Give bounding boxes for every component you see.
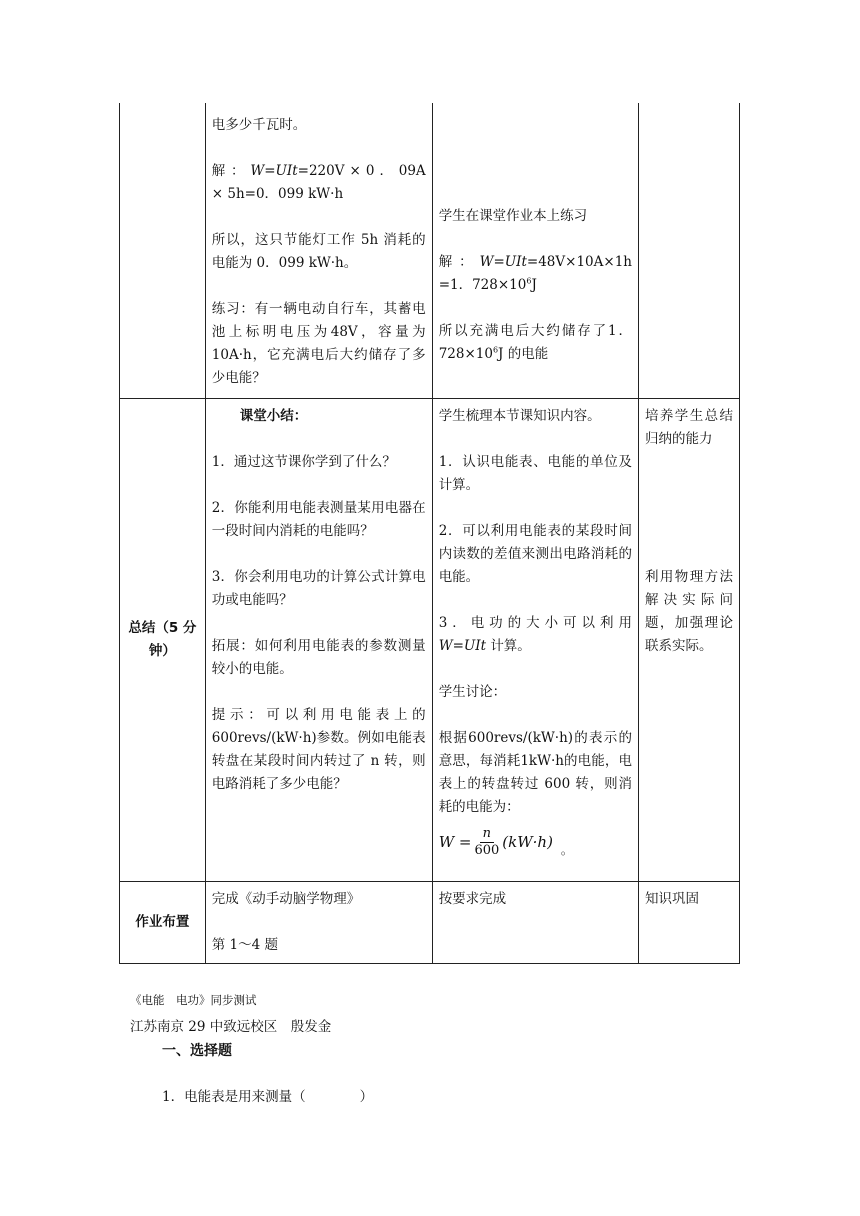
table-row-practice: [120, 103, 740, 398]
row1-header-cell: [120, 103, 206, 398]
homework-goal-cell: 知识巩固: [638, 881, 739, 963]
lesson-plan-table: [119, 103, 740, 964]
table-row-summary: [120, 398, 740, 881]
section-heading: 一、选择题: [162, 1043, 232, 1059]
row1-conclusion: 所以，这只节能灯工作 5h 消耗的电能为 0．099 kW·h。: [211, 232, 426, 271]
row1-solution: 解 ： W=UIt=220V × 0 ． 09A × 5h=0．099 kW·h: [211, 163, 426, 202]
formula-fraction: $\frac{n}{600}$: [474, 825, 500, 858]
student-discussion: 根据600revs/(kW·h)的表示的意思，每消耗1kW·h的电能，电表上的转盘转过 600 转，则消耗的电能为：: [438, 729, 632, 815]
homework-range: 第 1～4 题: [211, 936, 279, 953]
row1-teacher-cell: [205, 103, 432, 398]
energy-formula: W = $\frac{n}{600}$ (kW·h) 。: [438, 825, 573, 858]
summary-extension: 拓展：如何利用电能表的参数测量较小的电能。: [211, 637, 426, 677]
row1-student-solution: 解：W=UIt=48V×10A×1h =1．$728\times 10^6J$: [438, 254, 632, 293]
summary-question-1: 1．通过这节课你学到了什么？: [211, 453, 396, 470]
homework-teacher-cell: [205, 881, 432, 963]
summary-question-3: 3．你会利用电功的计算公式计算电功或电能吗？: [211, 568, 426, 608]
student-discussion-label: 学生讨论：: [438, 683, 507, 700]
goal-apply: 利用物理方法解决实际问题，加强理论联系实际。: [644, 568, 733, 654]
row1-student-practice: 学生在课堂作业本上练习: [438, 208, 588, 224]
summary-hint: 提示：可以利用电能表上的600revs/(kW·h)参数。例如电能表转盘在某段时间内转过了 n 转，则电路消耗了多少电能？: [211, 706, 426, 792]
homework-header: 作业布置: [120, 881, 206, 963]
student-review: 学生梳理本节课知识内容。: [438, 407, 601, 424]
row1-exercise: 练习：有一辆电动自行车，其蓄电池上标明电压为48V，容量为10A·h，它充满电后大约储存了多少电能？: [211, 301, 426, 386]
summary-teacher-cell: [205, 398, 432, 881]
row1-goal-cell: [638, 103, 739, 398]
goal-summarize: 培养学生总结归纳的能力: [644, 407, 733, 447]
homework-student-cell: 按要求完成: [432, 881, 638, 963]
summary-student-cell: [432, 398, 638, 881]
test-author: 江苏南京 29 中致远校区 殷发金: [130, 1019, 332, 1035]
student-point-2: 2．可以利用电能表的某段时间内读数的差值来测出电路消耗的电能。: [438, 522, 632, 585]
test-title: 《电能 电功》同步测试: [130, 993, 257, 1007]
summary-heading: 课堂小结：: [239, 407, 308, 424]
table-row-homework: [120, 881, 740, 963]
formula-w-uit: W=UIt: [250, 163, 298, 179]
homework-task: 完成《动手动脑学物理》: [211, 890, 361, 907]
row1-student-cell: [432, 103, 638, 398]
student-point-1: 1．认识电能表、电能的单位及计算。: [438, 453, 632, 493]
summary-question-2: 2．你能利用电能表测量某用电器在一段时间内消耗的电能吗？: [211, 499, 426, 539]
summary-header: 总结（5 分钟）: [120, 398, 206, 881]
row1-text-1: 电多少千瓦时。: [211, 117, 307, 133]
question-1: 1．电能表是用来测量（ ）: [162, 1089, 374, 1105]
row1-student-conclusion: 所以充满电后大约储存了1．$728\times 10^6J$ 的电能: [438, 323, 632, 362]
summary-goal-cell: [638, 398, 739, 881]
student-point-3: 3．电功的大小可以利用 W=UIt 计算。: [438, 614, 632, 654]
